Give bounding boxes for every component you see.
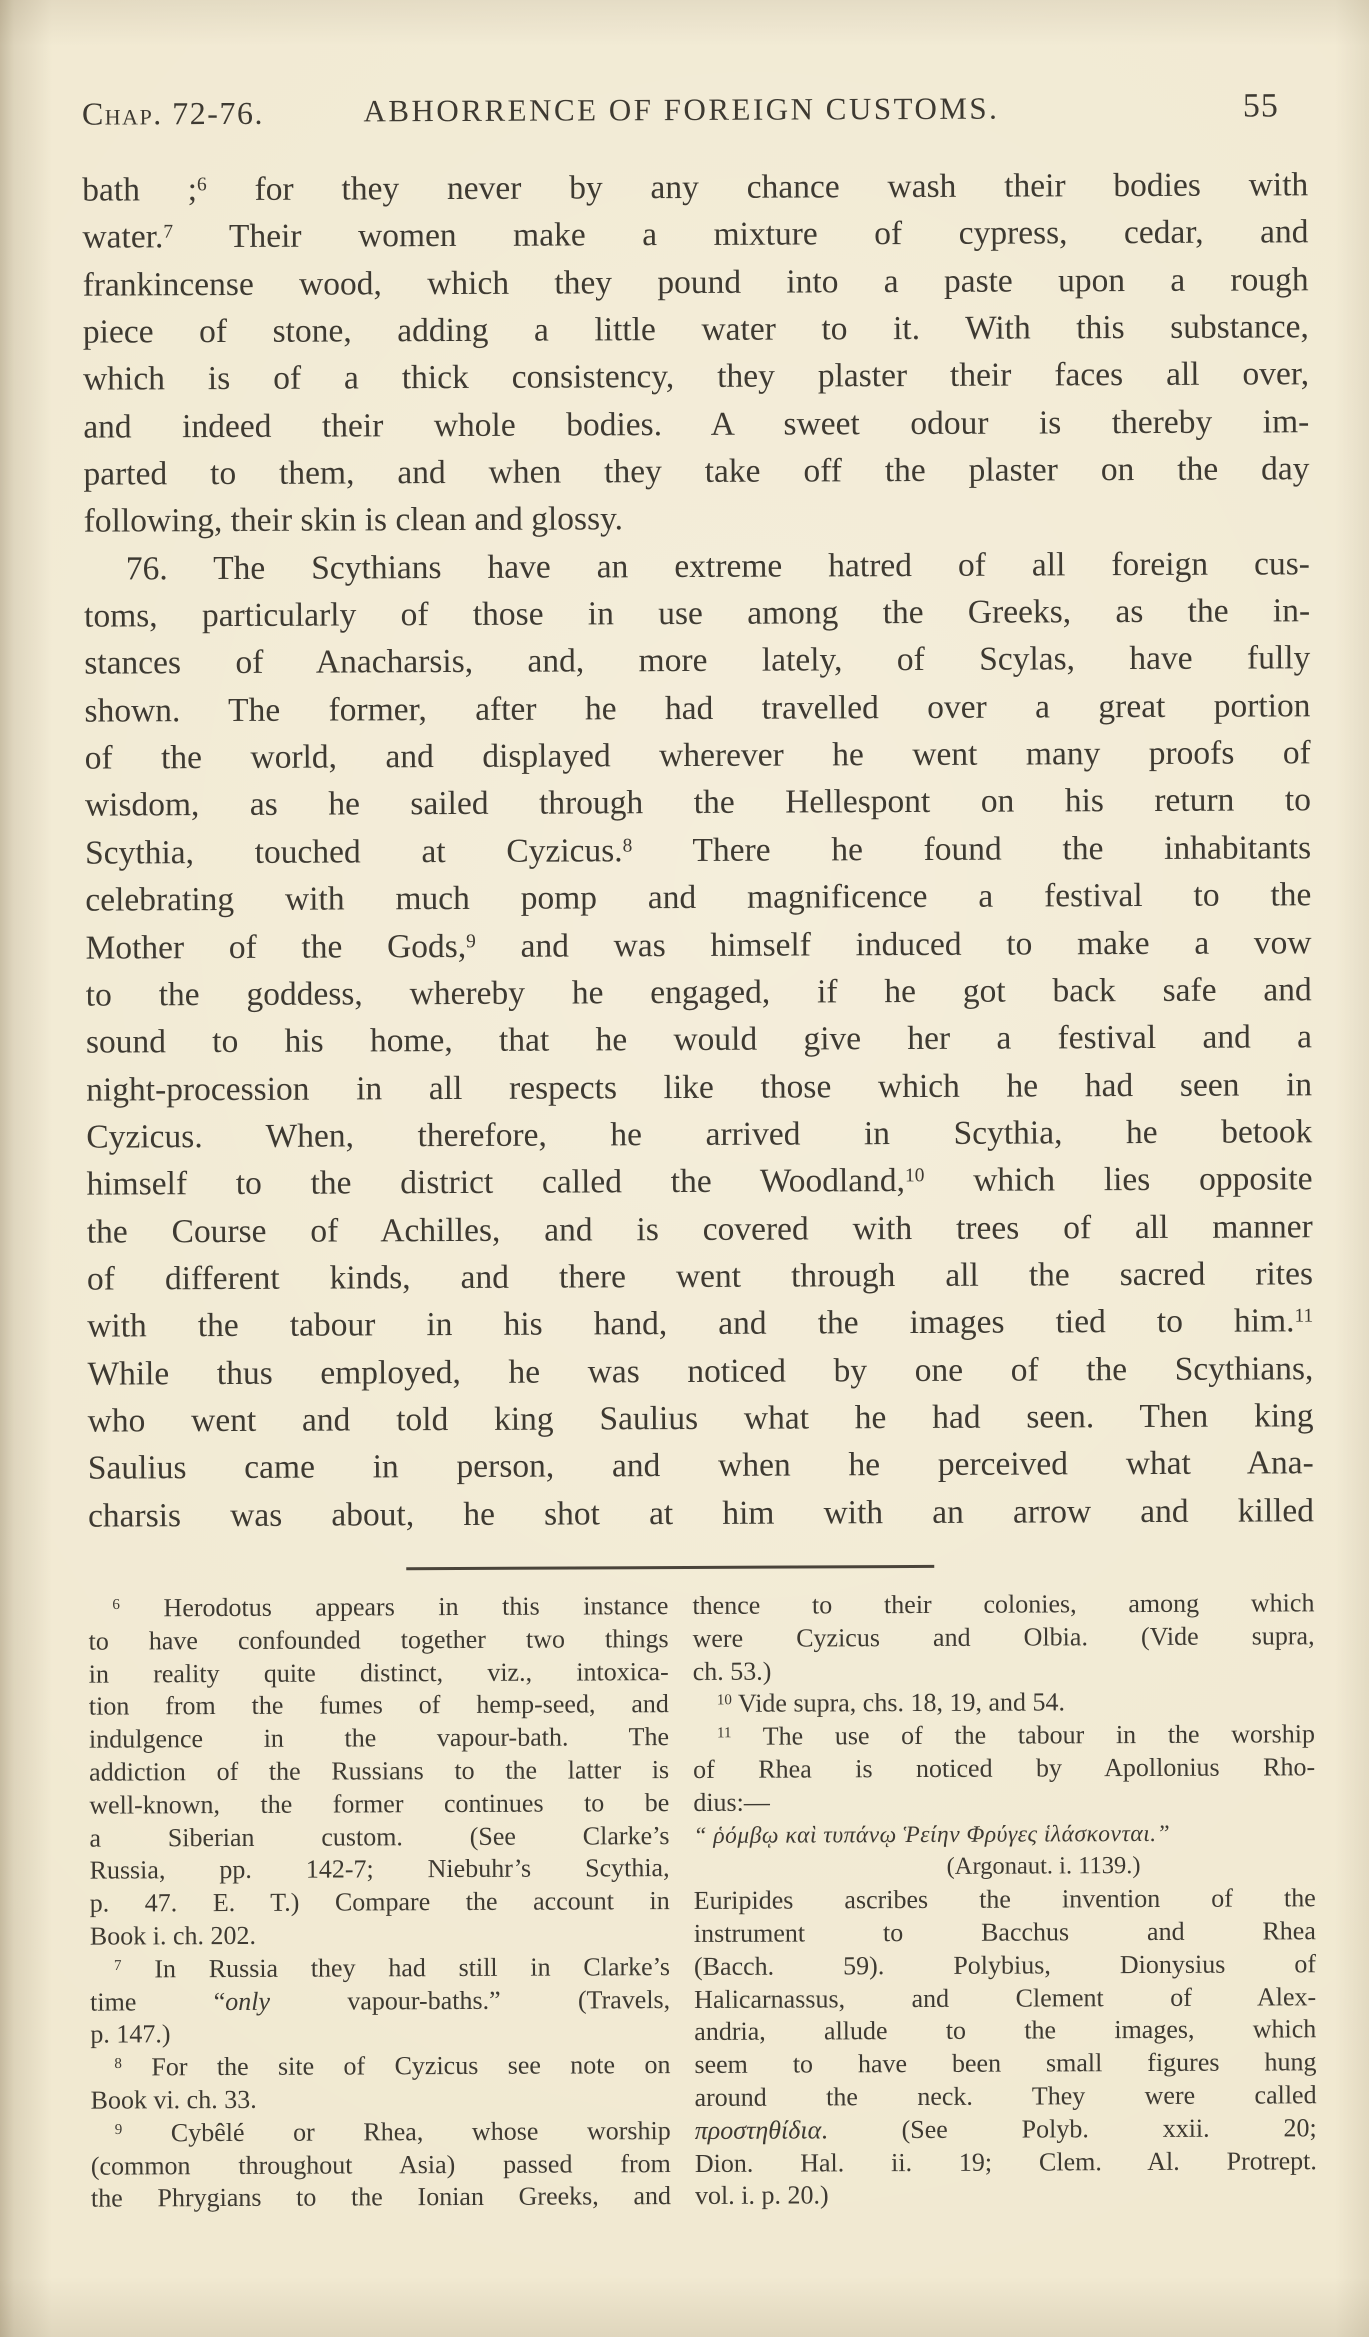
text-line: celebrating with much pomp and magnificence a festival to the (85, 876, 1312, 919)
text-line: a Siberian custom. (See Clarke’s (89, 1820, 670, 1853)
text-line: were Cyzicus and Olbia. (Vide supra, (692, 1621, 1315, 1653)
text-line: p. 147.) (90, 2019, 171, 2049)
text-line: (common throughout Asia) passed from (90, 2148, 671, 2181)
text-line: andria, allude to the images, which (694, 2014, 1317, 2047)
text-line: night-procession in all respects like those which he had seen in (86, 1065, 1313, 1109)
paragraph-continuation (82, 161, 1310, 545)
footnotes-left-column (88, 1590, 671, 2216)
text-line: instrument to Bacchus and Rhea (693, 1916, 1316, 1948)
text-line: sound to his home, that he would give her a festival and a (85, 1018, 1313, 1061)
text-line: water.$^7$ Their women make a mixture of cypress, cedar, and (82, 213, 1309, 256)
footnotes-section (88, 1587, 1317, 2213)
text-line: in reality quite distinct, viz., intoxica- (88, 1656, 669, 1689)
text-line: addiction of the Russians to the latter is (89, 1755, 670, 1787)
text-line: of the world, and displayed wherever he went many proofs of (84, 734, 1311, 777)
text-line: who went and told king Saulius what he had seen. Then king (87, 1397, 1314, 1440)
page-title: ABHORRENCE OF FOREIGN CUSTOMS. (363, 90, 1000, 129)
text-line: tion from the fumes of hemp-seed, and (88, 1689, 669, 1721)
text-line: of Rhea is noticed by Apollonius Rho- (693, 1752, 1316, 1784)
text-line: piece of stone, adding a little water to it. With this substance, (82, 308, 1309, 351)
text-line: Cyzicus. When, therefore, he arrived in Scythia, he betook (86, 1113, 1313, 1156)
text-line: $^8$ For the site of Cyzicus see note on (114, 2050, 671, 2082)
text-line: seem to have been small figures hung (694, 2047, 1317, 2080)
text-line: $^{10}$ Vide supra, chs. 18, 19, and 54. (716, 1687, 1066, 1719)
text-line: of different kinds, and there went through all the sacred rites (86, 1255, 1314, 1298)
body-text (82, 161, 1314, 1539)
text-line: $^7$ In Russia they had still in Clarke’s (113, 1951, 671, 1984)
text-line: to the goddess, whereby he engaged, if he got back safe and (85, 971, 1312, 1014)
text-line: frankincense wood, which they pound into a paste upon a rough (82, 260, 1309, 304)
text-line: “ ῥόμβῳ καὶ τυπάνῳ Ῥείην Φρύγες ἱλάσκονται.” (693, 1820, 1171, 1849)
text-line: to have confounded together two things (88, 1623, 669, 1656)
text-line: thence to their colonies, among which (692, 1588, 1315, 1620)
text-line: dius:— (693, 1787, 770, 1817)
chapter-range-label: Chap. 72-76. (81, 94, 264, 132)
text-line: Book vi. ch. 33. (90, 2084, 257, 2115)
text-line: time “only vapour-baths.” (Travels, (90, 1984, 671, 2017)
text-line: $^9$ Cybêlé or Rhea, whose worship (114, 2115, 671, 2148)
text-line: 76. The Scythians have an extreme hatred of all foreign cus- (125, 545, 1310, 588)
text-line: which is of a thick consistency, they plaster their faces all over, (82, 355, 1310, 398)
text-line: p. 47. E. T.) Compare the account in (89, 1886, 670, 1918)
text-line: Mother of the Gods,$^9$ and was himself induced to make a vow (85, 923, 1312, 967)
text-line: shown. The former, after he had travelled over a great portion (84, 687, 1311, 730)
text-line: Russia, pp. 142-7; Niebuhr’s Scythia, (89, 1853, 670, 1885)
text-line: $^6$ Herodotus appears in this instance (112, 1591, 669, 1623)
text-line: While thus employed, he was noticed by one of the Scythians, (87, 1349, 1314, 1393)
text-line: himself to the district called the Woodland,$^{10}$ which lies opposite (86, 1160, 1313, 1203)
text-line: Halicarnassus, and Clement of Alex- (694, 1981, 1317, 2014)
text-line: $^{11}$ The use of the tabour in the worship (716, 1719, 1316, 1751)
footnotes-right-column (692, 1587, 1317, 2213)
text-line: Saulius came in person, and when he perceived what Ana- (87, 1444, 1314, 1487)
text-line: ch. 53.) (692, 1656, 772, 1686)
text-line: προστηθίδια. (See Polyb. xxii. 20; (694, 2113, 1317, 2145)
text-line: parted to them, and when they take off the plaster on the day (83, 450, 1310, 493)
footnote-separator-rule (406, 1565, 934, 1570)
text-line: around the neck. They were called (694, 2080, 1317, 2112)
text-line: bath ;$^6$ for they never by any chance wash their bodies with (82, 166, 1309, 209)
text-line: (Argonaut. i. 1139.) (946, 1852, 1141, 1881)
text-line: wisdom, as he sailed through the Hellespont on his return to (84, 781, 1311, 825)
text-line: vol. i. p. 20.) (694, 2180, 829, 2211)
text-line: indulgence in the vapour-bath. The (88, 1722, 670, 1754)
text-line: well-known, the former continues to be (89, 1787, 670, 1820)
text-line: Book i. ch. 202. (89, 1920, 257, 1951)
text-line: Scythia, touched at Cyzicus.$^8$ There he found the inhabitants (85, 829, 1312, 872)
text-line: toms, particularly of those in use among the Greeks, as the in- (84, 592, 1311, 635)
text-line: the Phrygians to the Ionian Greeks, and (90, 2181, 672, 2213)
text-line: following, their skin is clean and glossy. (83, 500, 624, 541)
text-line: charsis was about, he shot at him with an arrow and killed (87, 1491, 1315, 1535)
running-head (82, 87, 1281, 136)
text-line: with the tabour in his hand, and the images tied to him.$^{11}$ (87, 1302, 1314, 1345)
text-line: stances of Anacharsis, and, more lately, of Scylas, have fully (84, 639, 1311, 683)
page-number: 55 (1242, 87, 1279, 125)
text-line: the Course of Achilles, and is covered with trees of all manner (86, 1207, 1313, 1251)
text-line: and indeed their whole bodies. A sweet odour is thereby im- (83, 402, 1310, 446)
paragraph-chapter-76 (84, 540, 1314, 1540)
text-line: (Bacch. 59). Polybius, Dionysius of (693, 1949, 1317, 1981)
text-line: Euripides ascribes the invention of the (693, 1883, 1316, 1916)
text-line: Dion. Hal. ii. 19; Clem. Al. Protrept. (694, 2145, 1317, 2178)
